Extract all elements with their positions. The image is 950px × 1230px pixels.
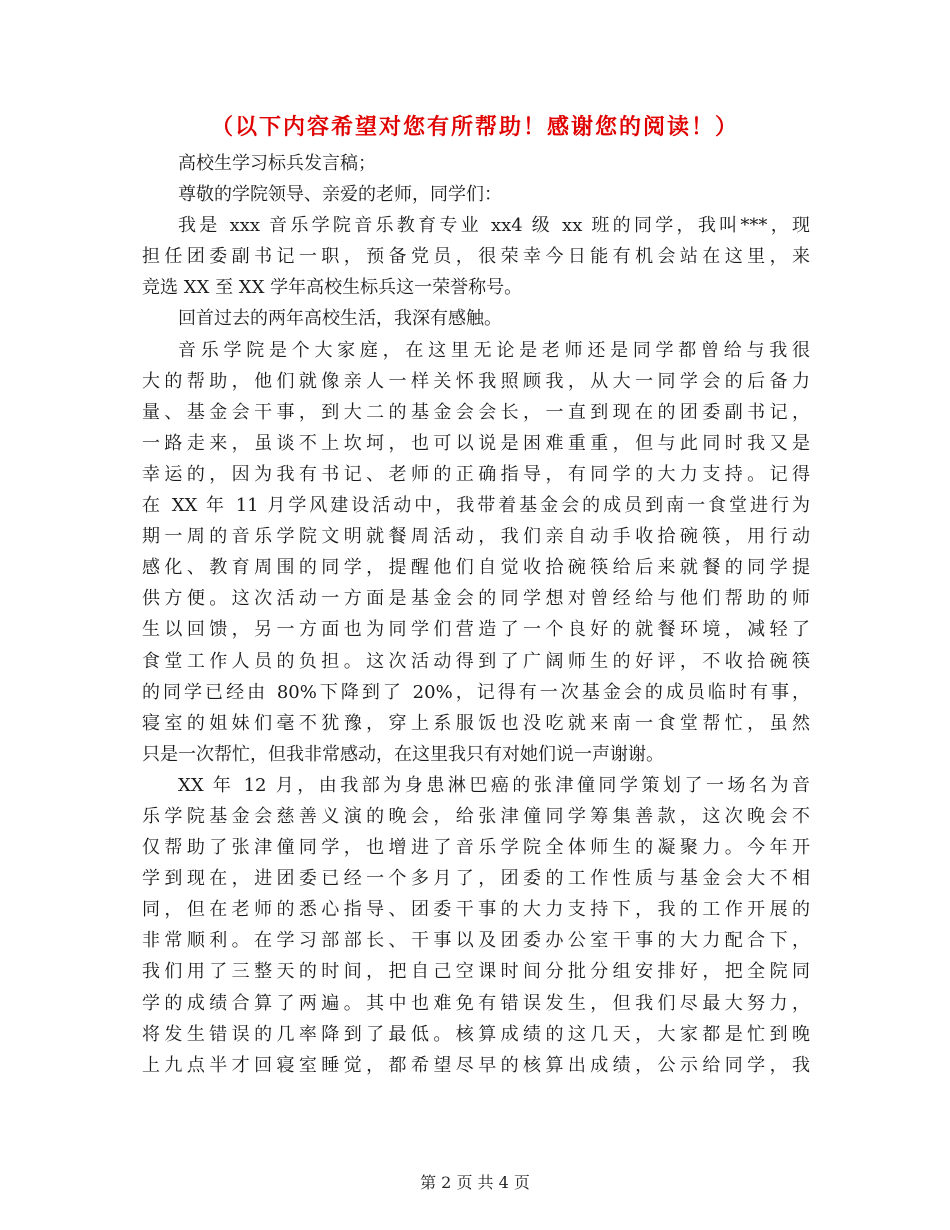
paragraph-line: 食堂工作人员的负担。这次活动得到了广阔师生的好评，不收拾碗筷 xyxy=(142,650,810,672)
paragraph-line: 学到现在，进团委已经一个多月了，团委的工作性质与基金会大不相 xyxy=(142,868,810,890)
paragraph-line: 我是 xxx 音乐学院音乐教育专业 xx4 级 xx 班的同学，我叫***，现 xyxy=(178,215,810,237)
page-number: 2 xyxy=(441,1173,452,1192)
paragraph-line: 回首过去的两年高校生活，我深有感触。 xyxy=(178,308,502,330)
total-pages: 4 xyxy=(498,1173,509,1192)
paragraph-line: 的同学已经由 80%下降到了 20%，记得有一次基金会的成员临时有事， xyxy=(142,681,810,703)
paragraph-line: 感化、教育周围的同学，提醒他们自觉收拾碗筷给后来就餐的同学提 xyxy=(142,557,810,579)
paragraph-line: 尊敬的学院领导、亲爱的老师，同学们： xyxy=(178,184,502,206)
paragraph-line: 音乐学院是个大家庭，在这里无论是老师还是同学都曾给与我很 xyxy=(178,339,810,361)
page-footer xyxy=(0,1170,950,1193)
paragraph-line: 上九点半才回寝室睡觉，都希望尽早的核算出成绩，公示给同学，我 xyxy=(142,1054,810,1076)
paragraph-line: 仅帮助了张津僮同学，也增进了音乐学院全体师生的凝聚力。今年开 xyxy=(142,837,810,859)
paragraph-line: 高校生学习标兵发言稿； xyxy=(178,153,376,174)
reading-notice: （以下内容希望对您有所帮助！感谢您的阅读！） xyxy=(210,114,739,140)
paragraph xyxy=(142,210,810,303)
paragraph-line: 只是一次帮忙，但我非常感动，在这里我只有对她们说一声谢谢。 xyxy=(142,743,664,765)
paragraph-line: 寝室的姐妹们毫不犹豫，穿上系服饭也没吃就来南一食堂帮忙，虽然 xyxy=(142,712,810,734)
paragraph-line: 学的成绩合算了两遍。其中也难免有错误发生，但我们尽最大努力， xyxy=(142,992,810,1014)
footer-label-pre: 第 xyxy=(420,1173,437,1192)
paragraph xyxy=(142,303,810,334)
paragraph-line: 幸运的，因为我有书记、老师的正确指导，有同学的大力支持。记得 xyxy=(142,463,810,485)
paragraph xyxy=(142,148,810,179)
paragraph xyxy=(142,335,810,770)
paragraph xyxy=(142,770,810,1081)
footer-label-mid: 页 共 xyxy=(456,1173,494,1192)
paragraph xyxy=(142,179,810,210)
paragraph-line: 生以回馈，另一方面也为同学们营造了一个良好的就餐环境，减轻了 xyxy=(142,619,810,641)
footer-label-post: 页 xyxy=(513,1173,530,1192)
paragraph-line: 同，但在老师的悉心指导、团委干事的大力支持下，我的工作开展的 xyxy=(142,899,810,921)
paragraph-line: 竞选 XX 至 XX 学年高校生标兵这一荣誉称号。 xyxy=(142,277,523,299)
paragraph-line: XX 年 12 月，由我部为身患淋巴癌的张津僮同学策划了一场名为音 xyxy=(178,774,810,796)
paragraph-line: 非常顺利。在学习部部长、干事以及团委办公室干事的大力配合下， xyxy=(142,930,810,952)
paragraph-line: 乐学院基金会慈善义演的晚会，给张津僮同学筹集善款，这次晚会不 xyxy=(142,805,810,827)
paragraph-line: 将发生错误的几率降到了最低。核算成绩的这几天，大家都是忙到晚 xyxy=(142,1023,810,1045)
paragraph-line: 在 XX 年 11 月学风建设活动中，我带着基金会的成员到南一食堂进行为 xyxy=(142,495,810,517)
paragraph-line: 担任团委副书记一职，预备党员，很荣幸今日能有机会站在这里，来 xyxy=(142,246,810,268)
paragraph-line: 一路走来，虽谈不上坎坷，也可以说是困难重重，但与此同时我又是 xyxy=(142,432,810,454)
document-body xyxy=(142,148,810,1081)
paragraph-line: 供方便。这次活动一方面是基金会的同学想对曾经给与他们帮助的师 xyxy=(142,588,810,610)
paragraph-line: 期一周的音乐学院文明就餐周活动，我们亲自动手收拾碗筷，用行动 xyxy=(142,526,810,548)
paragraph-line: 量、基金会干事，到大二的基金会会长，一直到现在的团委副书记， xyxy=(142,401,810,423)
paragraph-line: 我们用了三整天的时间，把自己空课时间分批分组安排好，把全院同 xyxy=(142,961,810,983)
paragraph-line: 大的帮助，他们就像亲人一样关怀我照顾我，从大一同学会的后备力 xyxy=(142,370,810,392)
